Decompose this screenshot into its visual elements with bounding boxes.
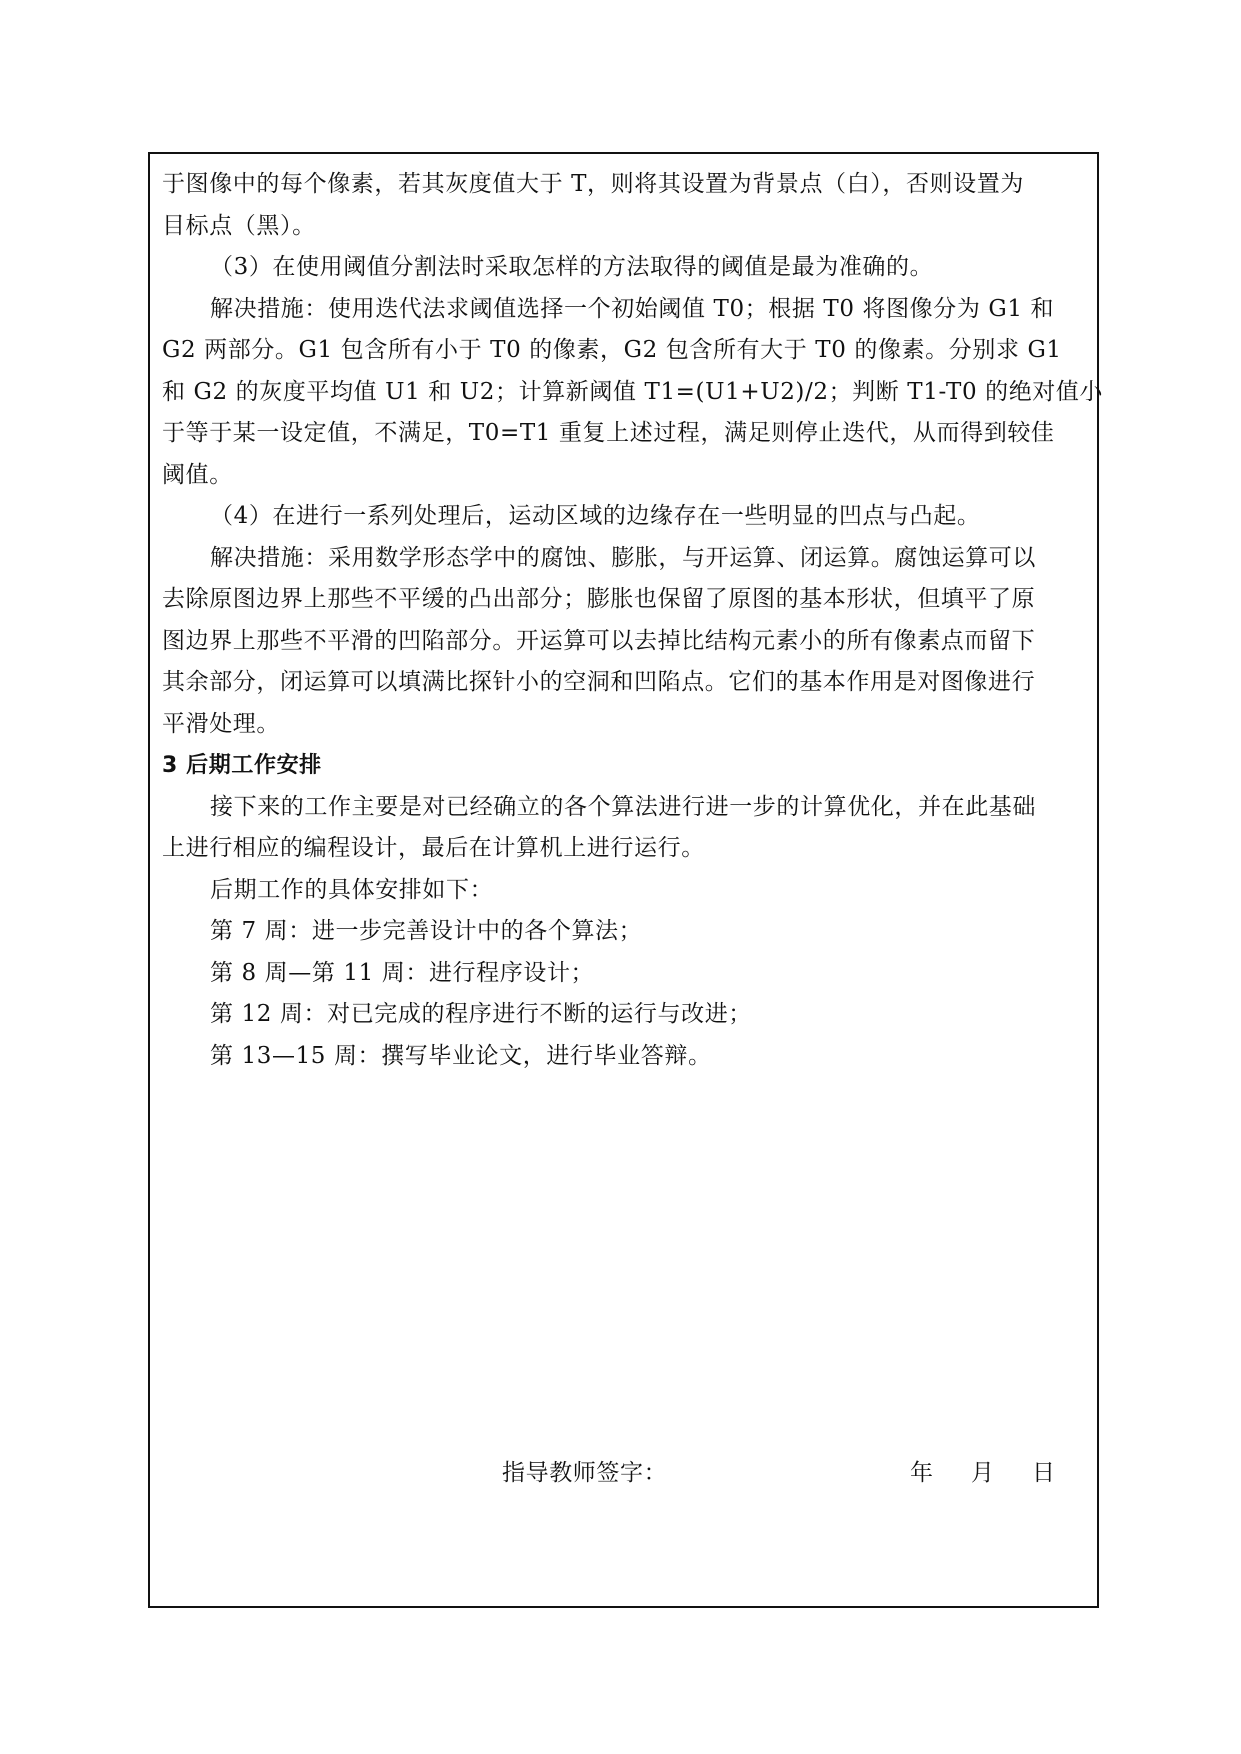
text-line: 图边界上那些不平滑的凹陷部分。开运算可以去掉比结构元素小的所有像素点而留下 xyxy=(162,627,1036,654)
text-line: 第 13—15 周：撰写毕业论文，进行毕业答辩。 xyxy=(210,1042,712,1069)
signature-date xyxy=(910,1454,1055,1487)
section-heading: 3 后期工作安排 xyxy=(162,753,322,778)
text-line: 接下来的工作主要是对已经确立的各个算法进行进一步的计算优化，并在此基础 xyxy=(210,793,1036,820)
text-line: 后期工作的具体安排如下： xyxy=(210,876,494,903)
text-line: 其余部分，闭运算可以填满比探针小的空洞和凹陷点。它们的基本作用是对图像进行 xyxy=(162,669,1036,695)
text-line: 第 12 周：对已完成的程序进行不断的运行与改进； xyxy=(210,1001,752,1027)
text-line: 平滑处理。 xyxy=(162,710,280,737)
supervisor-signature-label: 指导教师签字： xyxy=(502,1460,668,1486)
text-line: 阈值。 xyxy=(162,461,233,488)
day-label: 日 xyxy=(1032,1460,1055,1486)
text-line: （3）在使用阈值分割法时采取怎样的方法取得的阈值是最为准确的。 xyxy=(210,254,934,280)
text-line: 上进行相应的编程设计，最后在计算机上进行运行。 xyxy=(162,835,705,861)
month-label: 月 xyxy=(971,1460,994,1486)
text-line: 第 8 周—第 11 周：进行程序设计； xyxy=(210,959,595,986)
text-line: G2 两部分。G1 包含所有小于 T0 的像素，G2 包含所有大于 T0 的像素。分别求 G1 xyxy=(162,337,1062,363)
form-frame xyxy=(148,152,1104,1608)
text-line: 解决措施：使用迭代法求阈值选择一个初始阈值 T0；根据 T0 将图像分为 G1 和 xyxy=(210,295,1055,322)
text-line: 和 G2 的灰度平均值 U1 和 U2；计算新阈值 T1=(U1+U2)/2；判断 T1-T0 的绝对值小 xyxy=(162,378,1104,405)
text-line: 目标点（黑）。 xyxy=(162,212,316,239)
signature-row xyxy=(150,1454,1097,1494)
text-line: （4）在进行一系列处理后，运动区域的边缘存在一些明显的凹点与凸起。 xyxy=(210,503,981,529)
text-line: 去除原图边界上那些不平缓的凸出部分；膨胀也保留了原图的基本形状，但填平了原 xyxy=(162,586,1036,612)
text-line: 解决措施：采用数学形态学中的腐蚀、膨胀，与开运算、闭运算。腐蚀运算可以 xyxy=(210,544,1036,571)
year-label: 年 xyxy=(910,1460,933,1486)
document-body xyxy=(162,164,1104,1077)
text-line: 于等于某一设定值，不满足，T0=T1 重复上述过程，满足则停止迭代，从而得到较佳 xyxy=(162,420,1055,446)
text-line: 于图像中的每个像素，若其灰度值大于 T，则将其设置为背景点（白），否则设置为 xyxy=(162,171,1024,197)
text-line: 第 7 周：进一步完善设计中的各个算法； xyxy=(210,918,643,944)
